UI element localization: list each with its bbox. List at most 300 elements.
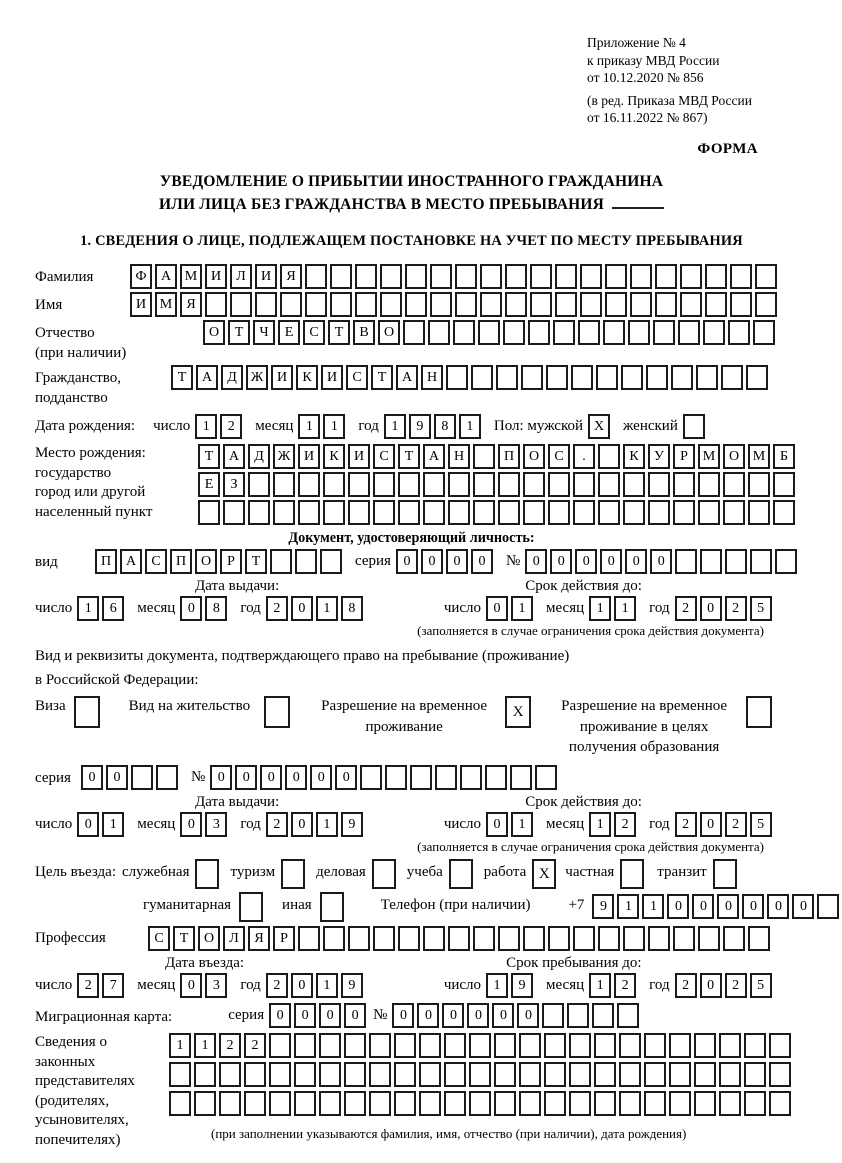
form-cell	[348, 500, 370, 525]
purpose-official-label: служебная	[121, 864, 190, 881]
birth-day-cells	[195, 414, 245, 439]
purpose-private	[565, 859, 647, 889]
residence-series-row	[35, 765, 788, 790]
birth-place-cells-row3	[198, 500, 798, 525]
form-cell	[703, 320, 725, 345]
form-cell	[755, 292, 777, 317]
visit-purpose-row1	[35, 859, 788, 889]
form-cell: 0	[650, 549, 672, 574]
form-cell: М	[748, 444, 770, 469]
form-cell: X	[532, 859, 556, 889]
form-cell	[705, 264, 727, 289]
form-cell	[473, 500, 495, 525]
identity-valid-month-cells	[589, 596, 639, 621]
entry-year-cells	[266, 973, 366, 998]
form-cell: 0	[550, 549, 572, 574]
form-cell: С	[303, 320, 325, 345]
patronymic-sublabel: (при наличии)	[35, 344, 127, 361]
identity-issue-heading: Дата выдачи:	[195, 578, 280, 595]
form-cell	[355, 292, 377, 317]
form-cell: Р	[273, 926, 295, 951]
form-cell	[373, 500, 395, 525]
form-cell	[523, 472, 545, 497]
form-cell: 1	[316, 973, 338, 998]
visa-label: Виза	[35, 698, 66, 715]
form-cell: М	[180, 264, 202, 289]
form-cell: 0	[700, 973, 722, 998]
sex-label: Пол: мужской	[493, 418, 584, 435]
residence-options-row	[35, 696, 788, 757]
form-cell	[673, 926, 695, 951]
form-cell: П	[170, 549, 192, 574]
form-cell	[567, 1003, 589, 1028]
form-cell	[169, 1091, 191, 1116]
migration-number-cells	[392, 1003, 642, 1028]
form-cell: 8	[341, 596, 363, 621]
form-cell	[569, 1062, 591, 1087]
section1-heading: 1. СВЕДЕНИЯ О ЛИЦЕ, ПОДЛЕЖАЩЕМ ПОСТАНОВКЕ НА УЧЕТ ПО МЕСТУ ПРЕБЫВАНИЯ	[80, 233, 743, 250]
form-cell: 1	[511, 812, 533, 837]
form-cell: М	[155, 292, 177, 317]
form-cell: П	[498, 444, 520, 469]
stay-day-cells	[486, 973, 536, 998]
form-cell: Т	[398, 444, 420, 469]
form-cell	[446, 365, 468, 390]
form-cell: Я	[180, 292, 202, 317]
form-cell	[653, 320, 675, 345]
form-cell: И	[348, 444, 370, 469]
profession-label: Профессия	[35, 930, 106, 947]
form-cell	[319, 1062, 341, 1087]
form-cell: 2	[614, 973, 636, 998]
doc-number-cells	[525, 549, 800, 574]
day-label: число	[443, 600, 482, 617]
form-cell	[430, 292, 452, 317]
entry-month-cells	[180, 973, 230, 998]
form-cell	[598, 472, 620, 497]
form-cell: X	[588, 414, 610, 439]
name-label: Имя	[35, 297, 63, 314]
form-cell: 0	[285, 765, 307, 790]
form-cell: И	[321, 365, 343, 390]
form-cell	[394, 1091, 416, 1116]
form-cell: 2	[675, 812, 697, 837]
residence-valid-heading: Срок действия до:	[525, 794, 642, 811]
day-label: число	[35, 600, 73, 617]
form-cell	[372, 859, 396, 889]
month-label: месяц	[137, 977, 176, 994]
form-cell: 2	[266, 596, 288, 621]
form-cell	[548, 926, 570, 951]
form-cell: 2	[266, 812, 288, 837]
form-cell: 1	[589, 973, 611, 998]
purpose-work	[484, 859, 560, 889]
form-cell	[746, 365, 768, 390]
form-cell	[528, 320, 550, 345]
form-cell	[719, 1062, 741, 1087]
form-cell: 9	[341, 973, 363, 998]
form-cell	[519, 1033, 541, 1058]
form-cell: 9	[341, 812, 363, 837]
doc-series-label: серия	[355, 553, 391, 570]
form-cell: 0	[210, 765, 232, 790]
form-cell	[696, 365, 718, 390]
form-cell: 1	[642, 894, 664, 919]
form-cell: 0	[180, 812, 202, 837]
residence-intro-line1: Вид и реквизиты документа, подтверждающего право на пребывание (проживание)	[35, 648, 570, 665]
form-cell	[255, 292, 277, 317]
form-cell	[669, 1062, 691, 1087]
form-cell	[698, 472, 720, 497]
phone-cells	[592, 894, 842, 919]
form-cell	[530, 264, 552, 289]
form-cell	[530, 292, 552, 317]
form-cell	[305, 264, 327, 289]
month-label: месяц	[546, 977, 585, 994]
form-cell: 0	[742, 894, 764, 919]
form-cell	[694, 1033, 716, 1058]
form-cell	[700, 549, 722, 574]
form-cell: З	[223, 472, 245, 497]
form-cell: 1	[195, 414, 217, 439]
surname-cells	[130, 264, 780, 289]
form-cell	[344, 1062, 366, 1087]
form-cell: Л	[230, 264, 252, 289]
form-cell: К	[323, 444, 345, 469]
representatives-cells-row2	[169, 1062, 794, 1087]
purpose-humanitarian-checkbox	[239, 892, 266, 922]
form-cell: 0	[421, 549, 443, 574]
form-cell	[219, 1091, 241, 1116]
purpose-work-checkbox	[532, 859, 559, 889]
form-cell	[594, 1033, 616, 1058]
form-cell	[455, 264, 477, 289]
form-cell	[369, 1033, 391, 1058]
form-cell: 0	[625, 549, 647, 574]
year-label: год	[240, 816, 261, 833]
form-cell: 3	[205, 973, 227, 998]
form-cell	[725, 549, 747, 574]
form-cell	[423, 926, 445, 951]
form-cell	[773, 472, 795, 497]
form-cell	[580, 292, 602, 317]
form-cell: И	[205, 264, 227, 289]
form-cell	[319, 1091, 341, 1116]
form-cell: 1	[298, 414, 320, 439]
form-cell	[355, 264, 377, 289]
residence-dates-row	[35, 812, 788, 837]
form-cell: 2	[675, 596, 697, 621]
form-cell	[596, 365, 618, 390]
entry-date-heading: Дата въезда:	[165, 955, 245, 972]
migration-card-label: Миграционная карта:	[35, 1008, 173, 1025]
revision-line: (в ред. Приказа МВД России	[587, 92, 752, 108]
form-cell: 5	[750, 812, 772, 837]
day-label: число	[443, 977, 482, 994]
representatives-label-2: законных	[35, 1053, 96, 1070]
form-cell	[723, 500, 745, 525]
form-cell	[723, 926, 745, 951]
residence-issue-month-cells	[180, 812, 230, 837]
form-cell	[753, 320, 775, 345]
form-cell: 9	[592, 894, 614, 919]
form-cell	[269, 1091, 291, 1116]
form-cell	[398, 472, 420, 497]
birth-date-row	[35, 414, 788, 439]
representatives-cells-row1	[169, 1033, 794, 1058]
residence-validity-note: (заполняется в случае ограничения срока действия документа)	[417, 839, 764, 855]
residence-valid-month-cells	[589, 812, 639, 837]
form-cell: Б	[773, 444, 795, 469]
form-cell: 1	[589, 812, 611, 837]
form-cell	[480, 292, 502, 317]
form-cell	[194, 1091, 216, 1116]
form-cell: 1	[194, 1033, 216, 1058]
form-cell	[669, 1033, 691, 1058]
form-cell	[555, 292, 577, 317]
form-cell: 0	[260, 765, 282, 790]
form-cell	[294, 1033, 316, 1058]
form-cell: 9	[409, 414, 431, 439]
form-cell: 5	[750, 973, 772, 998]
form-cell: А	[155, 264, 177, 289]
purpose-transit-label: транзит	[657, 864, 707, 881]
form-cell	[298, 500, 320, 525]
form-cell	[419, 1091, 441, 1116]
form-cell	[269, 1033, 291, 1058]
form-cell	[748, 926, 770, 951]
form-cell	[617, 1003, 639, 1028]
form-cell	[448, 472, 470, 497]
form-cell	[394, 1033, 416, 1058]
representatives-label-1: Сведения о	[35, 1034, 107, 1051]
form-cell	[605, 264, 627, 289]
identity-issue-year-cells	[266, 596, 366, 621]
form-cell: Р	[673, 444, 695, 469]
form-cell	[748, 472, 770, 497]
form-cell	[373, 472, 395, 497]
identity-doc-row	[35, 549, 788, 574]
form-cell: .	[573, 444, 595, 469]
form-cell	[630, 264, 652, 289]
form-cell: 2	[725, 973, 747, 998]
form-cell: 0	[492, 1003, 514, 1028]
purpose-business-checkbox	[372, 859, 399, 889]
form-cell: 1	[589, 596, 611, 621]
form-cell	[448, 500, 470, 525]
form-cell: 0	[667, 894, 689, 919]
month-label: месяц	[137, 600, 176, 617]
form-cell	[478, 320, 500, 345]
representatives-note: (при заполнении указываются фамилия, имя, отчество (при наличии), дата рождения)	[211, 1126, 687, 1142]
form-cell: 0	[294, 1003, 316, 1028]
form-cell	[423, 472, 445, 497]
form-cell: Е	[198, 472, 220, 497]
residence-series-cells	[81, 765, 181, 790]
citizenship-sublabel: подданство	[35, 389, 108, 406]
form-cell	[510, 765, 532, 790]
form-cell	[544, 1091, 566, 1116]
migration-card-row	[35, 1003, 788, 1028]
form-cell	[405, 292, 427, 317]
form-cell: 0	[319, 1003, 341, 1028]
form-cell: Т	[328, 320, 350, 345]
form-cell	[769, 1091, 791, 1116]
visit-purpose-label: Цель въезда:	[35, 864, 116, 881]
form-cell	[498, 472, 520, 497]
form-cell: 0	[106, 765, 128, 790]
name-row	[35, 292, 788, 317]
temp-residence-education-label: Разрешение на временное проживание в целях получения образования	[561, 698, 728, 755]
form-cell: Ф	[130, 264, 152, 289]
form-cell	[505, 264, 527, 289]
form-cell	[698, 500, 720, 525]
residence-valid-year-cells	[675, 812, 775, 837]
form-cell: М	[698, 444, 720, 469]
residence-number-label: №	[190, 769, 206, 786]
form-cell: О	[378, 320, 400, 345]
year-label: год	[649, 816, 670, 833]
year-label: год	[240, 977, 261, 994]
identity-valid-day-cells	[486, 596, 536, 621]
form-cell: 0	[486, 596, 508, 621]
doc-series-cells	[396, 549, 496, 574]
form-cell	[719, 1033, 741, 1058]
form-cell	[398, 500, 420, 525]
form-cell	[621, 365, 643, 390]
form-cell	[644, 1091, 666, 1116]
identity-validity-note: (заполняется в случае ограничения срока действия документа)	[417, 623, 764, 639]
citizenship-label: Гражданство,	[35, 370, 122, 387]
title-line1: УВЕДОМЛЕНИЕ О ПРИБЫТИИ ИНОСТРАННОГО ГРАЖДАНИНА	[159, 172, 664, 190]
form-cell	[403, 320, 425, 345]
year-label: год	[240, 600, 261, 617]
form-cell	[744, 1091, 766, 1116]
form-cell: С	[548, 444, 570, 469]
form-cell	[298, 472, 320, 497]
form-cell: 0	[517, 1003, 539, 1028]
form-cell	[519, 1062, 541, 1087]
purpose-study-label: учеба	[406, 864, 443, 881]
sex-female-label: женский	[623, 418, 678, 435]
form-cell: 0	[392, 1003, 414, 1028]
day-label: число	[443, 816, 482, 833]
form-cell	[546, 365, 568, 390]
form-cell	[544, 1062, 566, 1087]
form-cell	[330, 264, 352, 289]
form-cell	[705, 292, 727, 317]
form-cell	[485, 765, 507, 790]
form-cell	[473, 926, 495, 951]
residence-issue-year-cells	[266, 812, 366, 837]
form-cell: 1	[102, 812, 124, 837]
form-cell	[675, 549, 697, 574]
temp-residence-label: Разрешение на временное проживание	[321, 698, 488, 735]
form-cell	[775, 549, 797, 574]
form-cell	[655, 292, 677, 317]
doc-type-label: вид	[35, 554, 58, 571]
form-cell	[623, 926, 645, 951]
form-cell	[598, 444, 620, 469]
form-cell	[270, 549, 292, 574]
form-cell: 0	[235, 765, 257, 790]
form-cell: И	[298, 444, 320, 469]
form-cell: 2	[725, 596, 747, 621]
form-cell	[594, 1091, 616, 1116]
form-cell: 0	[600, 549, 622, 574]
form-cell	[423, 500, 445, 525]
residence-permit-label: Вид на жительство	[128, 698, 251, 715]
form-cell	[694, 1062, 716, 1087]
form-cell	[721, 365, 743, 390]
form-cell	[264, 696, 290, 728]
form-cell	[281, 859, 305, 889]
form-cell	[494, 1033, 516, 1058]
temp-residence-education-checkbox	[746, 696, 775, 728]
birth-place-label: Место рождения:	[35, 445, 146, 462]
entry-stay-dates-row	[35, 973, 788, 998]
purpose-humanitarian-label: гуманитарная	[143, 897, 232, 914]
migration-series-cells	[269, 1003, 369, 1028]
form-cell	[419, 1062, 441, 1087]
form-cell	[548, 500, 570, 525]
form-cell	[295, 549, 317, 574]
form-cell	[380, 264, 402, 289]
form-cell	[269, 1062, 291, 1087]
form-cell: 0	[467, 1003, 489, 1028]
form-cell	[405, 264, 427, 289]
stay-year-cells	[675, 973, 775, 998]
form-cell: Н	[421, 365, 443, 390]
birth-date-label: Дата рождения:	[35, 417, 136, 434]
form-cell: Р	[220, 549, 242, 574]
identity-dates-row	[35, 596, 788, 621]
form-cell	[683, 414, 705, 439]
form-cell: 0	[692, 894, 714, 919]
identity-issue-day-cells	[77, 596, 127, 621]
purpose-official	[122, 859, 223, 889]
regulation-reference	[587, 34, 788, 127]
representatives-block	[35, 1033, 788, 1150]
form-cell	[419, 1033, 441, 1058]
identity-valid-heading: Срок действия до:	[525, 578, 642, 595]
form-cell	[373, 926, 395, 951]
form-cell	[239, 892, 263, 922]
purpose-humanitarian	[143, 892, 266, 922]
form-cell	[469, 1091, 491, 1116]
form-cell: 2	[244, 1033, 266, 1058]
representatives-label-6: попечителях)	[35, 1131, 121, 1148]
form-cell	[455, 292, 477, 317]
form-cell: 0	[344, 1003, 366, 1028]
form-cell	[598, 926, 620, 951]
purpose-private-checkbox	[620, 859, 647, 889]
form-cell: О	[723, 444, 745, 469]
form-cell: Д	[221, 365, 243, 390]
form-cell	[503, 320, 525, 345]
form-cell: О	[198, 926, 220, 951]
form-cell	[223, 500, 245, 525]
form-cell: Ж	[246, 365, 268, 390]
form-cell	[673, 500, 695, 525]
birth-month-label: месяц	[255, 418, 294, 435]
order-date-line: от 10.12.2020 № 856	[587, 70, 704, 86]
form-cell	[448, 926, 470, 951]
form-cell: А	[196, 365, 218, 390]
form-cell: 1	[316, 812, 338, 837]
form-cell: 1	[614, 596, 636, 621]
form-cell	[428, 320, 450, 345]
